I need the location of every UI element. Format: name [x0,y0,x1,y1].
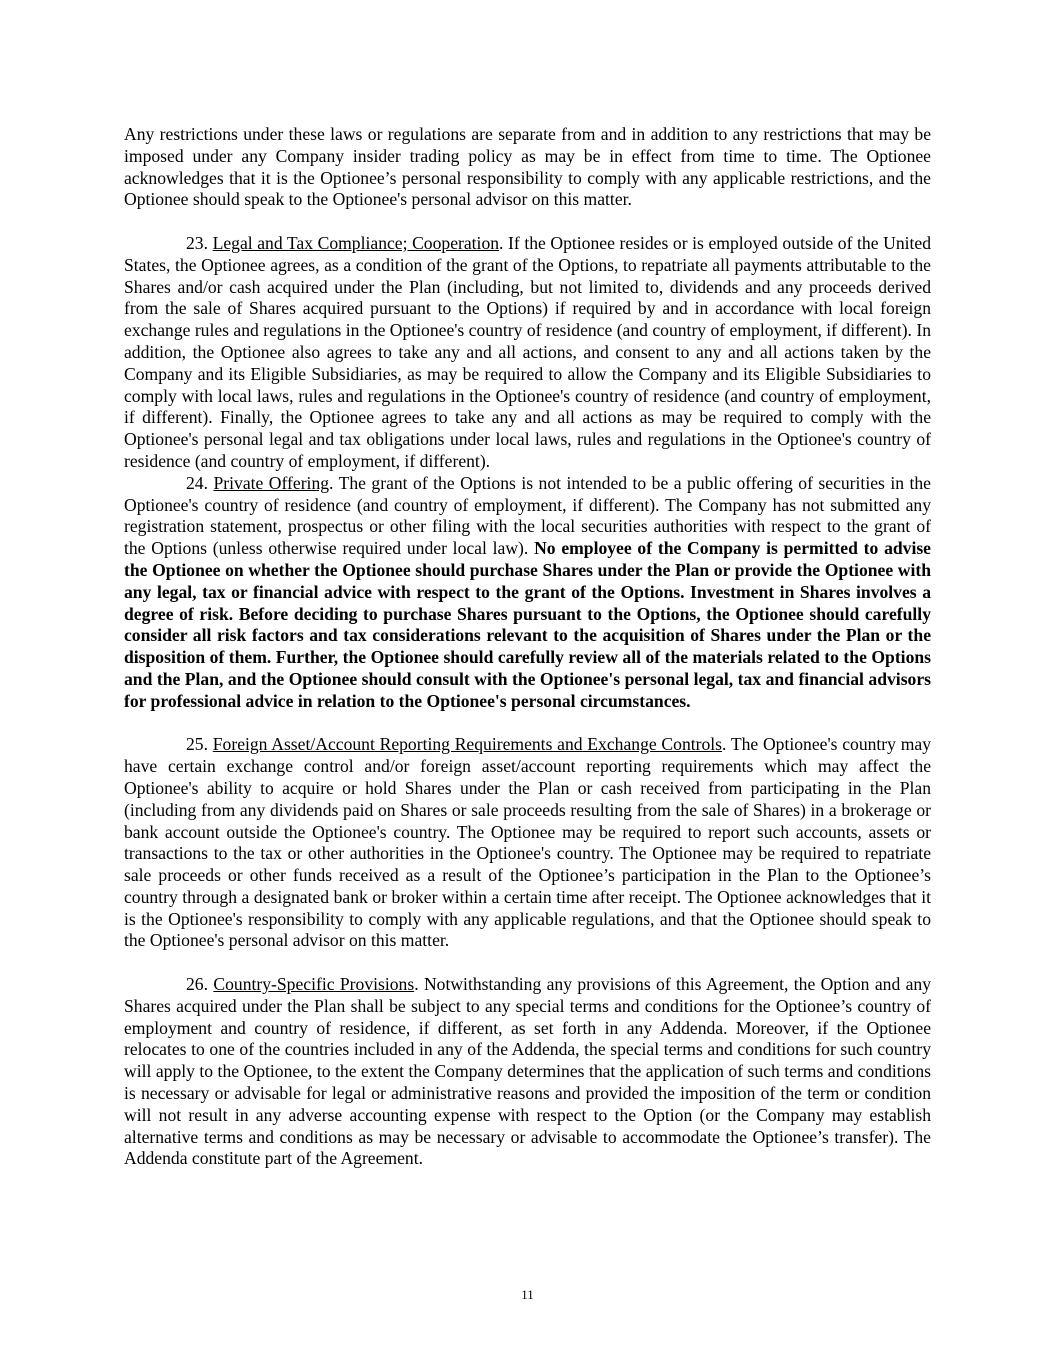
section-26-text: . Notwithstanding any provisions of this Agreement, the Option and any Shares acquired under the Plan shall be subject to any special terms and conditions for the Optionee’s country of employment and country of residence, if different, as set forth in any Addenda. Moreover, if the Optionee relocates to one of the countries included in any of the Addenda, the special terms and conditions for such country will apply to the Optionee, to the extent the Company determines that the application of such terms and conditions is necessary or advisable for legal or administrative reasons and provided the imposition of the term or condition will not result in any adverse accounting expense with respect to the Option (or the Company may establish alternative terms and conditions as may be necessary or advisable to accommodate the Optionee’s transfer). The Addenda constitute part of the Agreement. [124,974,931,1169]
section-24-number: 24. [186,472,208,493]
section-24-paragraph [124,473,931,713]
section-25-heading: Foreign Asset/Account Reporting Requirements and Exchange Controls [212,734,723,755]
section-25-paragraph [124,734,931,952]
section-26-heading: Country-Specific Provisions [213,974,415,995]
section-24-heading: Private Offering [213,472,330,493]
section-23-heading: Legal and Tax Compliance; Cooperation [212,232,500,253]
page-number: 11 [521,1287,534,1302]
section-23-text: . If the Optionee resides or is employed outside of the United States, the Optionee agrees, as a condition of the grant of the Options, to repatriate all payments attributable to the Shares and/or cash acquired under the Plan (including, but not limited to, dividends and any proceeds derived from the sale of Shares acquired pursuant to the Options) if required by and in accordance with local foreign exchange rules and regulations in the Optionee's country of residence (and country of employment, if different). In addition, the Optionee also agrees to take any and all actions, and consent to any and all actions taken by the Company and its Eligible Subsidiaries, as may be required to allow the Company and its Eligible Subsidiaries to comply with local laws, rules and regulations in the Optionee's country of residence (and country of employment, if different). Finally, the Optionee agrees to take any and all actions as may be required to comply with the Optionee's personal legal and tax obligations under local laws, rules and regulations in the Optionee's country of residence (and country of employment, if different). [124,232,932,471]
section-26-number: 26. [186,974,208,995]
intro-paragraph: Any restrictions under these laws or regulations are separate from and in addition to any restrictions that may be imposed under any Company insider trading policy as may be in effect from time to time. The Optionee acknowledges that it is the Optionee’s personal responsibility to comply with any applicable restrictions, and the Optionee should speak to the Optionee's personal advisor on this matter. [124,124,931,210]
section-24-text: . The grant of the Options is not intended to be a public offering of securities in the Optionee's country of residence (and country of employment, if different). The Company has not submitted any registration statement, prospectus or other filing with the local securities authorities with respect to the grant of the Options (unless otherwise required under local law). [124,472,931,559]
section-23-number: 23. [186,232,208,253]
section-25-number: 25. [186,734,208,755]
section-24-bold-text: No employee of the Company is permitted to advise the Optionee on whether the Optionee should purchase Shares under the Plan or provide the Optionee with any legal, tax or financial advice with respect to the grant of the Options. Investment in Shares involves a degree of risk. Before deciding to purchase Shares pursuant to the Options, the Optionee should carefully consider all risk factors and tax considerations relevant to the acquisition of Shares under the Plan or the disposition of them. Further, the Optionee should carefully review all of the materials related to the Options and the Plan, and the Optionee should consult with the Optionee's personal legal, tax and financial advisors for professional advice in relation to the Optionee's personal circumstances. [124,538,931,711]
section-25-text: . The Optionee's country may have certain exchange control and/or foreign asset/account reporting requirements which may affect the Optionee's ability to acquire or hold Shares under the Plan or cash received from participating in the Plan (including from any dividends paid on Shares or sale proceeds resulting from the sale of Shares) in a brokerage or bank account outside the Optionee's country. The Optionee may be required to report such accounts, assets or transactions to the tax or other authorities in the Optionee's country. The Optionee may be required to repatriate sale proceeds or other funds received as a result of the Optionee’s participation in the Plan to the Optionee’s country through a designated bank or broker within a certain time after receipt. The Optionee acknowledges that it is the Optionee's responsibility to comply with any applicable regulations, and that the Optionee should speak to the Optionee's personal advisor on this matter. [124,734,931,951]
document-body [124,124,931,1170]
section-23-paragraph [124,233,931,473]
section-26-paragraph [124,974,931,1170]
